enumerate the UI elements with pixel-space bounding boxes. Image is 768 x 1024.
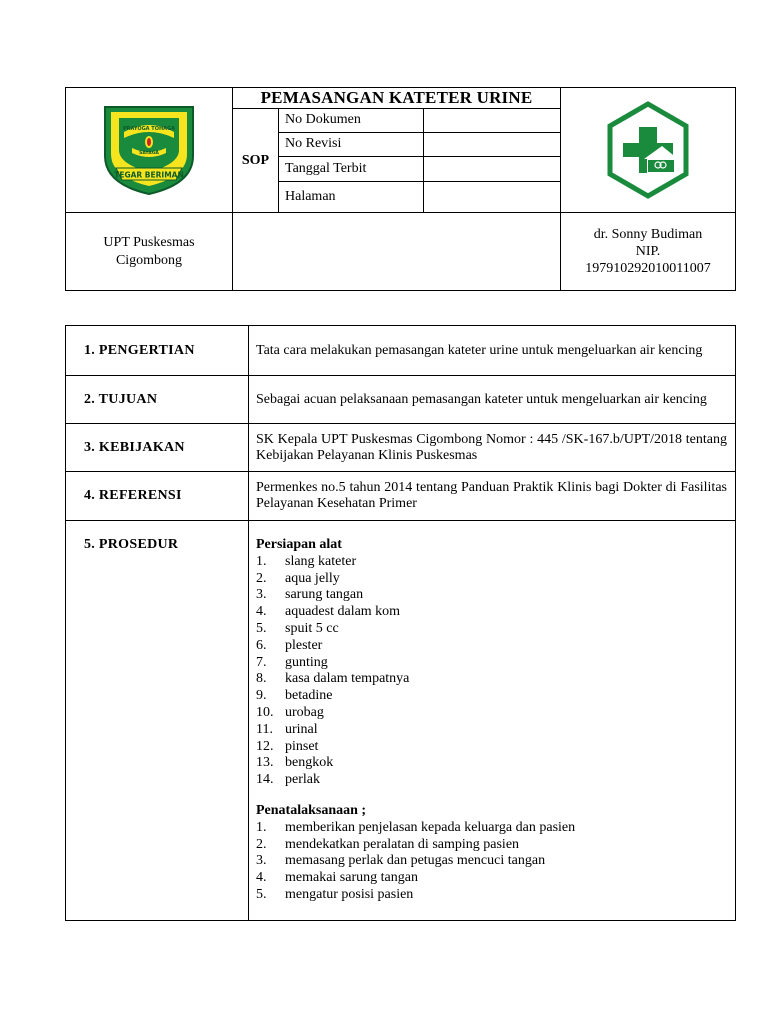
list-item-number: 5. bbox=[256, 620, 267, 636]
list-item-number: 3. bbox=[256, 587, 267, 603]
list-item bbox=[256, 655, 727, 672]
list-item bbox=[256, 571, 727, 588]
list-item-text: urobag bbox=[285, 704, 324, 720]
list-item bbox=[256, 870, 727, 887]
field-label-halaman: Halaman bbox=[279, 181, 424, 212]
section-row bbox=[66, 326, 736, 376]
sop-header-table bbox=[65, 87, 736, 291]
list-item-number: 10. bbox=[256, 704, 274, 720]
regency-shield-logo bbox=[102, 104, 196, 196]
list-item-text: kasa dalam tempatnya bbox=[285, 671, 410, 687]
logo-banner-top: PRAYOGA TOHAGA bbox=[122, 126, 176, 132]
field-label-tanggal-terbit: Tanggal Terbit bbox=[279, 156, 424, 181]
organization-cell bbox=[66, 213, 233, 291]
sop-label: SOP bbox=[233, 109, 279, 212]
list-item-text: plester bbox=[285, 637, 323, 653]
list-item-text: betadine bbox=[285, 688, 333, 704]
section-text-tujuan: Sebagai acuan pelaksanaan pemasangan kateter untuk mengeluarkan air kencing bbox=[249, 376, 736, 424]
document-title: PEMASANGAN KATETER URINE bbox=[233, 88, 561, 109]
section-row-prosedur bbox=[66, 521, 736, 921]
persiapan-list bbox=[256, 554, 727, 789]
field-value-no-revisi bbox=[424, 132, 561, 156]
regency-logo-cell bbox=[66, 88, 233, 213]
list-item-number: 6. bbox=[256, 637, 267, 653]
section-row bbox=[66, 376, 736, 424]
puskesmas-logo bbox=[606, 101, 690, 199]
field-label-no-revisi: No Revisi bbox=[279, 132, 424, 156]
list-item-number: 14. bbox=[256, 772, 274, 788]
list-item-text: sarung tangan bbox=[285, 587, 364, 603]
organization-line-1: UPT Puskesmas bbox=[103, 234, 195, 250]
sop-content-table bbox=[65, 325, 736, 921]
field-value-no-dokumen bbox=[424, 109, 561, 132]
list-item bbox=[256, 837, 727, 854]
section-label-prosedur: 5. PROSEDUR bbox=[66, 521, 249, 921]
list-item-text: bengkok bbox=[285, 755, 334, 771]
list-item bbox=[256, 688, 727, 705]
section-label-referensi: 4. REFERENSI bbox=[66, 472, 249, 521]
list-item-text: urinal bbox=[285, 721, 318, 737]
list-item bbox=[256, 587, 727, 604]
list-item-number: 2. bbox=[256, 570, 267, 586]
list-item-number: 13. bbox=[256, 755, 274, 771]
list-item-text: gunting bbox=[285, 654, 328, 670]
list-item bbox=[256, 621, 727, 638]
list-item-number: 11. bbox=[256, 721, 273, 737]
list-item-number: 4. bbox=[256, 604, 267, 620]
list-item bbox=[256, 739, 727, 756]
list-item-number: 8. bbox=[256, 671, 267, 687]
list-item bbox=[256, 671, 727, 688]
list-item-text: aqua jelly bbox=[285, 570, 340, 586]
list-item-number: 3. bbox=[256, 853, 267, 869]
list-item-text: aquadest dalam kom bbox=[285, 604, 401, 620]
list-item-text: memasang perlak dan petugas mencuci tangan bbox=[285, 853, 546, 869]
list-item-text: memakai sarung tangan bbox=[285, 870, 418, 886]
list-item bbox=[256, 772, 727, 789]
list-item-number: 12. bbox=[256, 738, 274, 754]
blank-cell bbox=[233, 213, 561, 291]
signatory-nip-label: NIP. bbox=[635, 244, 661, 259]
list-item-text: perlak bbox=[285, 772, 320, 788]
list-item bbox=[256, 887, 727, 904]
list-item bbox=[256, 755, 727, 772]
logo-motto: TEGAR BERIMAN bbox=[114, 170, 184, 180]
logo-banner-mid: SAYAGA bbox=[139, 151, 159, 156]
list-item bbox=[256, 638, 727, 655]
list-item bbox=[256, 820, 727, 837]
list-item-number: 2. bbox=[256, 836, 267, 852]
list-item bbox=[256, 604, 727, 621]
list-item-number: 5. bbox=[256, 886, 267, 902]
list-item-number: 1. bbox=[256, 819, 267, 835]
organization-line-2: Cigombong bbox=[115, 252, 183, 268]
section-body-prosedur bbox=[249, 521, 736, 921]
list-item-number: 4. bbox=[256, 870, 267, 886]
list-item-number: 1. bbox=[256, 553, 267, 569]
list-item-text: mengatur posisi pasien bbox=[285, 886, 414, 902]
list-item bbox=[256, 722, 727, 739]
section-text-pengertian: Tata cara melakukan pemasangan kateter urine untuk mengeluarkan air kencing bbox=[249, 326, 736, 376]
penatalaksanaan-title: Penatalaksanaan ; bbox=[256, 802, 367, 818]
section-text-referensi: Permenkes no.5 tahun 2014 tentang Panduan Praktik Klinis bagi Dokter di Fasilitas Pelayanan Kesehatan Primer bbox=[249, 472, 736, 521]
list-item bbox=[256, 554, 727, 571]
field-value-halaman bbox=[424, 181, 561, 212]
list-item-number: 7. bbox=[256, 654, 267, 670]
list-item-text: pinset bbox=[285, 738, 319, 754]
persiapan-title: Persiapan alat bbox=[256, 537, 342, 552]
field-label-no-dokumen: No Dokumen bbox=[279, 109, 424, 132]
section-label-tujuan: 2. TUJUAN bbox=[66, 376, 249, 424]
section-label-kebijakan: 3. KEBIJAKAN bbox=[66, 424, 249, 472]
puskesmas-logo-cell bbox=[561, 88, 736, 213]
list-item-number: 9. bbox=[256, 688, 267, 704]
penatalaksanaan-list bbox=[256, 820, 727, 904]
sop-meta-cell bbox=[233, 109, 561, 213]
signatory-cell bbox=[561, 213, 736, 291]
section-row bbox=[66, 424, 736, 472]
signatory-nip: 197910292010011007 bbox=[585, 261, 711, 276]
sop-meta-table bbox=[233, 109, 560, 212]
list-item-text: spuit 5 cc bbox=[285, 620, 339, 636]
list-item-text: mendekatkan peralatan di samping pasien bbox=[285, 836, 520, 852]
field-value-tanggal-terbit bbox=[424, 156, 561, 181]
section-label-pengertian: 1. PENGERTIAN bbox=[66, 326, 249, 376]
section-text-kebijakan: SK Kepala UPT Puskesmas Cigombong Nomor : 445 /SK-167.b/UPT/2018 tentang Kebijakan Pelayanan Klinis Puskesmas bbox=[249, 424, 736, 472]
list-item bbox=[256, 705, 727, 722]
list-item bbox=[256, 853, 727, 870]
signatory-name: dr. Sonny Budiman bbox=[593, 227, 703, 242]
list-item-text: slang kateter bbox=[285, 553, 357, 569]
section-row bbox=[66, 472, 736, 521]
list-item-text: memberikan penjelasan kepada keluarga dan pasien bbox=[285, 819, 576, 835]
